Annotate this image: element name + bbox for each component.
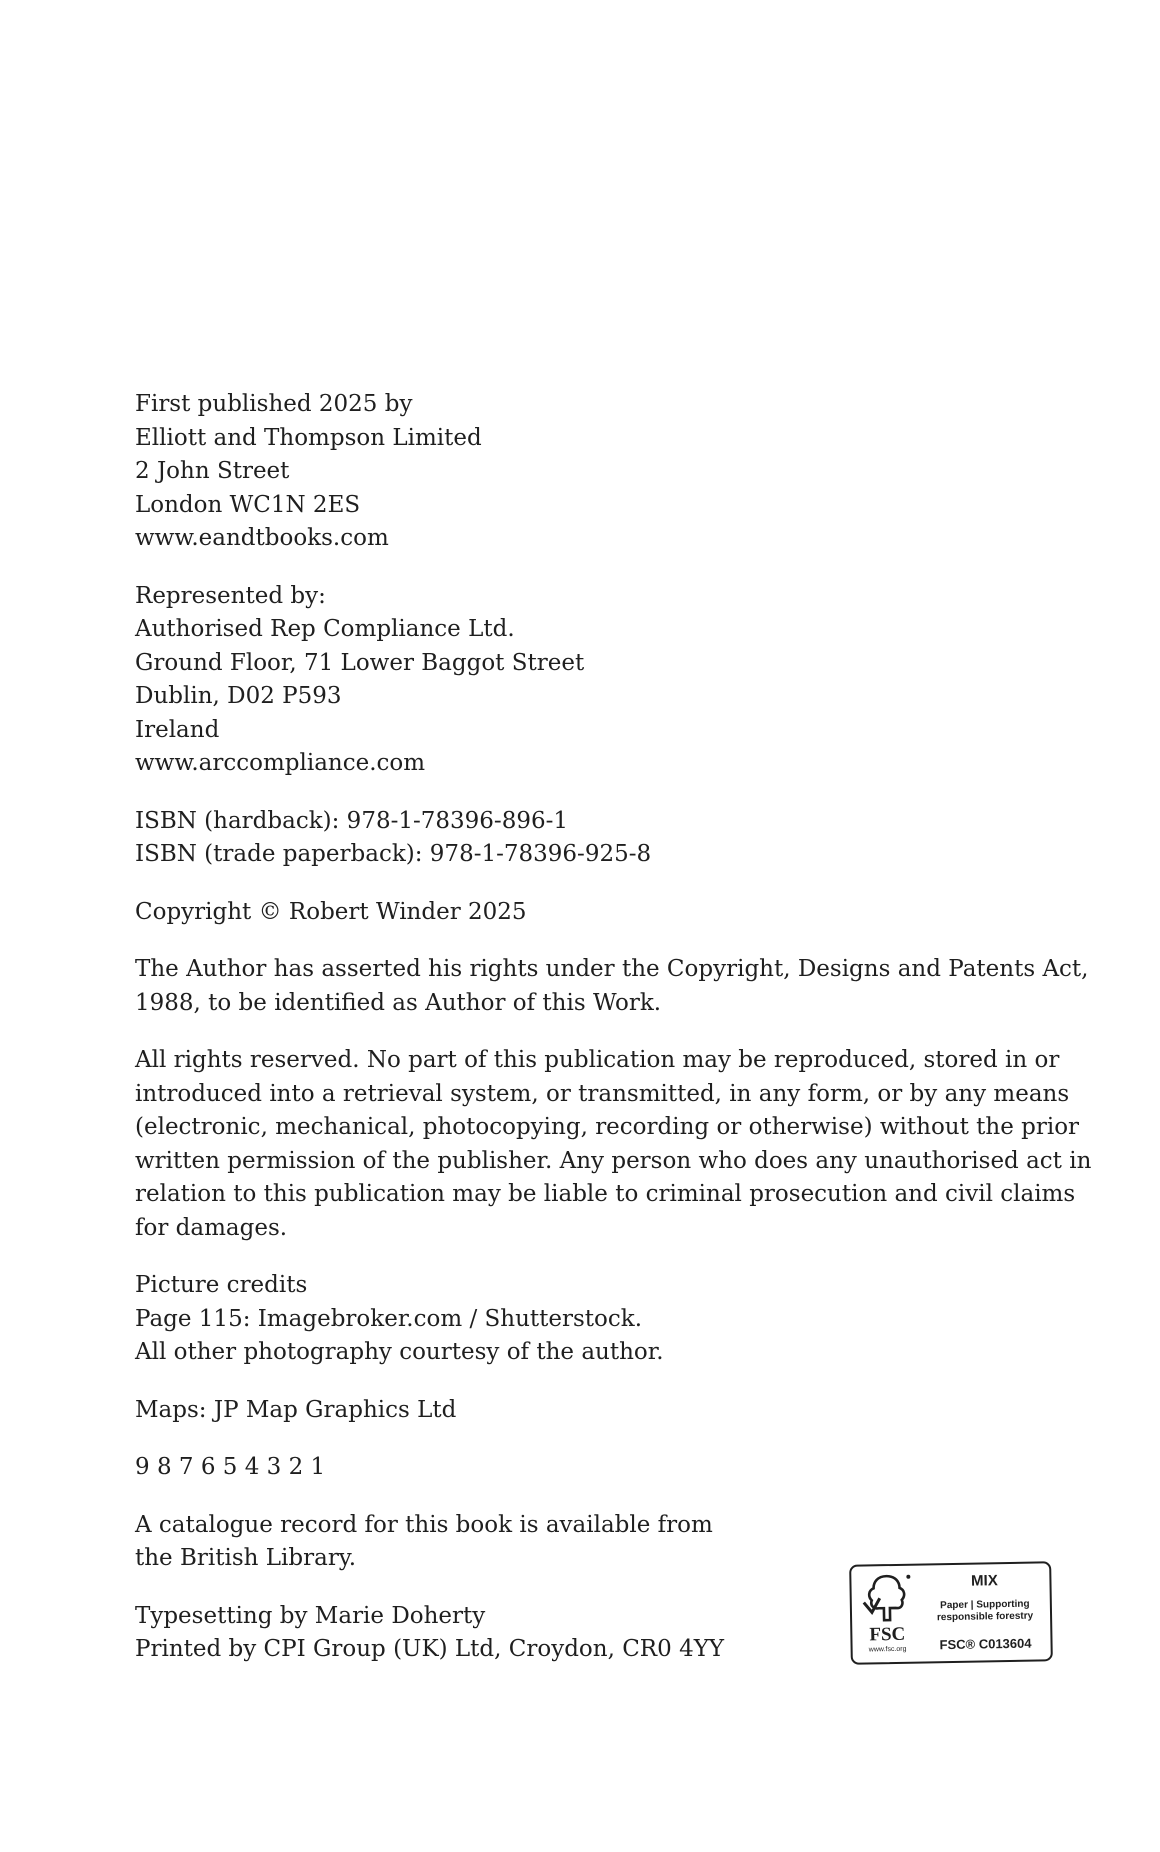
publisher-line: First published 2025 by	[135, 391, 413, 417]
fsc-claim-line: responsible forestry	[936, 1610, 1034, 1624]
isbn-block	[135, 805, 1035, 872]
isbn-paperback: ISBN (trade paperback): 978-1-78396-925-8	[135, 841, 652, 867]
fsc-tree-check-icon	[859, 1572, 914, 1631]
representative-name: Authorised Rep Compliance Ltd.	[135, 616, 515, 642]
rights-reserved-line: written permission of the publisher. Any person who does any unauthorised act in	[135, 1147, 1092, 1174]
representative-city: Dublin, D02 P593	[135, 683, 342, 709]
fsc-brand: FSC	[869, 1623, 906, 1646]
publisher-website: www.eandtbooks.com	[135, 525, 389, 551]
printing-number-block	[135, 1451, 1035, 1485]
representative-block	[135, 580, 1035, 781]
catalogue-line: A catalogue record for this book is available from	[135, 1511, 713, 1538]
rights-assertion-block	[135, 953, 1089, 1020]
maps-credit: Maps: JP Map Graphics Ltd	[135, 1396, 457, 1423]
isbn-hardback: ISBN (hardback): 978-1-78396-896-1	[135, 807, 569, 834]
text-column	[135, 388, 1092, 1691]
printer-credit: Printed by CPI Group (UK) Ltd, Croydon, CR0 4YY	[135, 1636, 725, 1662]
fsc-logo	[849, 1561, 1053, 1665]
typesetting-credit: Typesetting by Marie Doherty	[135, 1602, 486, 1629]
rights-assertion-line: 1988, to be identified as Author of this Work.	[135, 989, 662, 1016]
representative-country: Ireland	[135, 716, 220, 743]
rights-reserved-line: relation to this publication may be liable to criminal prosecution and civil claims	[135, 1181, 1076, 1207]
rights-assertion-line: The Author has asserted his rights under the Copyright, Designs and Patents Act,	[135, 956, 1089, 982]
representative-street: Ground Floor, 71 Lower Baggot Street	[135, 649, 585, 676]
rights-reserved-line: All rights reserved. No part of this publication may be reproduced, stored in or	[135, 1047, 1060, 1073]
fsc-claim-line: Paper | Supporting	[940, 1598, 1030, 1612]
rights-reserved-block	[135, 1044, 1092, 1245]
publisher-city: London WC1N 2ES	[135, 491, 361, 518]
picture-credits-heading: Picture credits	[135, 1272, 308, 1298]
publisher-name: Elliott and Thompson Limited	[135, 424, 482, 451]
fsc-url: www.fsc.org	[868, 1645, 907, 1654]
rights-reserved-line: for damages.	[135, 1214, 288, 1241]
representative-heading: Represented by:	[135, 582, 326, 609]
publisher-block	[135, 388, 1035, 556]
fsc-license-code: FSC® C013604	[939, 1635, 1032, 1653]
fsc-claim	[924, 1598, 1046, 1624]
rights-reserved-line: (electronic, mechanical, photocopying, recording or otherwise) without the prior	[135, 1114, 1080, 1140]
copyright-notice: Copyright © Robert Winder 2025	[135, 898, 527, 925]
picture-credit-line: All other photography courtesy of the author.	[135, 1339, 664, 1365]
picture-credits-block	[135, 1269, 1035, 1370]
rights-reserved-line: introduced into a retrieval system, or transmitted, in any form, or by any means	[135, 1080, 1070, 1107]
printing-number: 9 8 7 6 5 4 3 2 1	[135, 1454, 326, 1480]
maps-block	[135, 1394, 1035, 1428]
copyright-block	[135, 896, 1035, 930]
representative-website: www.arccompliance.com	[135, 750, 426, 776]
publisher-street: 2 John Street	[135, 458, 290, 484]
picture-credit-line: Page 115: Imagebroker.com / Shutterstock.	[135, 1305, 642, 1332]
catalogue-line: the British Library.	[135, 1545, 357, 1571]
fsc-mix-label: MIX	[970, 1572, 998, 1590]
